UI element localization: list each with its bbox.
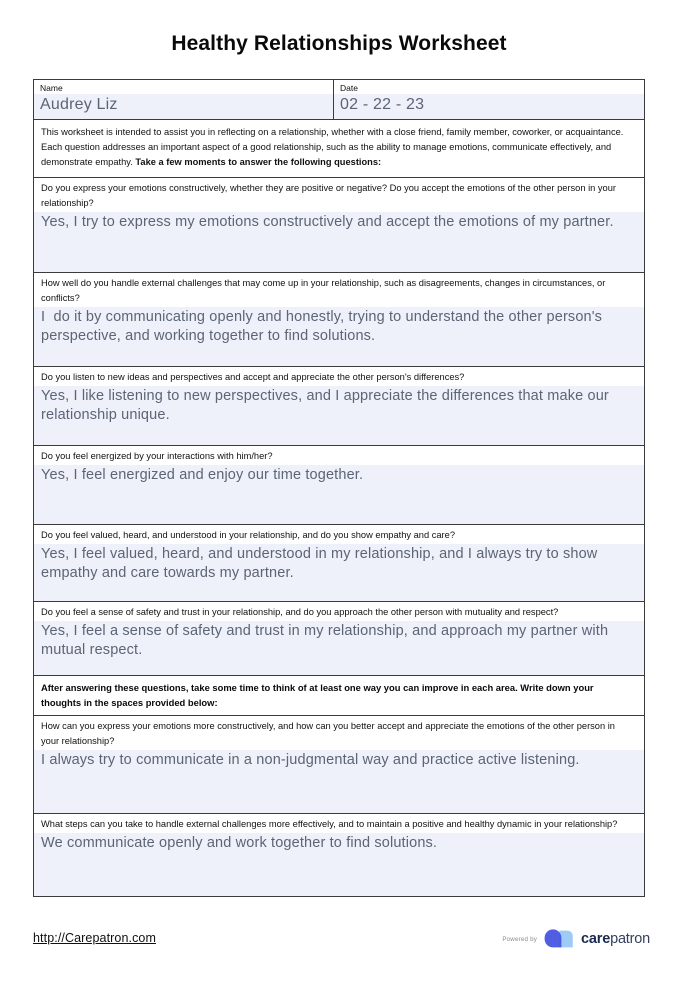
footer (33, 928, 650, 962)
intro-block (34, 120, 644, 178)
question-block (34, 178, 644, 273)
date-field[interactable] (334, 80, 644, 119)
question-block (34, 367, 644, 446)
name-date-row (34, 80, 644, 120)
answer-field[interactable]: Yes, I try to express my emotions constructively and accept the emotions of my partner. (34, 212, 644, 272)
date-label: Date (334, 80, 644, 94)
answer-field[interactable]: Yes, I like listening to new perspectives, and I appreciate the differences that make our relationship unique. (34, 386, 644, 445)
date-value[interactable]: 02 - 22 - 23 (340, 96, 425, 113)
answer-field[interactable]: Yes, I feel energized and enjoy our time together. (34, 465, 644, 524)
answer-field[interactable]: I do it by communicating openly and honestly, trying to understand the other person's perspective, and working together to find solutions. (34, 307, 644, 366)
instruction-block (34, 676, 644, 716)
question-text: Do you express your emotions constructively, whether they are positive or negative? Do you accept the emotions of the other person in your relationship? (34, 178, 644, 212)
question-text: Do you listen to new ideas and perspectives and accept and appreciate the other person's differences? (34, 367, 644, 386)
question-block (34, 525, 644, 602)
instruction-text: After answering these questions, take some time to think of at least one way you can improve in each area. Write down your thoughts in the spaces provided below: (41, 681, 594, 709)
brand-lockup (502, 928, 650, 950)
intro-paragraph (41, 125, 636, 171)
question-block (34, 602, 644, 676)
name-value[interactable]: Audrey Liz (40, 96, 118, 113)
answer-field[interactable]: Yes, I feel valued, heard, and understood in my relationship, and I always try to show empathy and care towards my partner. (34, 544, 644, 601)
carepatron-url-link[interactable]: http://Carepatron.com (33, 931, 156, 945)
question-text: Do you feel valued, heard, and understood in your relationship, and do you show empathy and care? (34, 525, 644, 544)
intro-text: This worksheet is intended to assist you in reflecting on a relationship, whether with a close friend, family member, coworker, or acquaintance. Each question addresses an important aspect of a good relationship, such as the ability to manage emotions, communicate effectively, and demonstrate empathy. (41, 127, 624, 168)
question-block (34, 446, 644, 525)
brand-word-bold: care (581, 930, 611, 947)
powered-by-label: Powered by (502, 936, 538, 943)
question-text: Do you feel a sense of safety and trust in your relationship, and do you approach the other person with mutuality and respect? (34, 602, 644, 621)
reflection-answer-field[interactable]: I always try to communicate in a non-judgmental way and practice active listening. (34, 750, 644, 813)
name-label: Name (34, 80, 333, 94)
worksheet-table (33, 79, 645, 897)
reflection-answer-field[interactable]: We communicate openly and work together to find solutions. (34, 833, 644, 896)
question-text: Do you feel energized by your interactions with him/her? (34, 446, 644, 465)
reflection-block (34, 716, 644, 814)
intro-bold-text: Take a few moments to answer the following questions: (135, 157, 382, 168)
question-block (34, 273, 644, 367)
carepatron-wordmark (581, 932, 650, 947)
question-text: How well do you handle external challenges that may come up in your relationship, such as disagreements, changes in circumstances, or conflicts? (34, 273, 644, 307)
brand-word-light: patron (610, 930, 650, 947)
name-field[interactable] (34, 80, 334, 119)
reflection-question: How can you express your emotions more constructively, and how can you better accept and appreciate the emotions of the other person in your relationship? (34, 716, 644, 750)
reflection-question: What steps can you take to handle external challenges more effectively, and to maintain a positive and healthy dynamic in your relationship? (34, 814, 644, 833)
reflection-block (34, 814, 644, 896)
carepatron-logo-icon (544, 928, 574, 950)
answer-field[interactable]: Yes, I feel a sense of safety and trust in my relationship, and approach my partner with mutual respect. (34, 621, 644, 675)
page-title: Healthy Relationships Worksheet (171, 32, 507, 55)
